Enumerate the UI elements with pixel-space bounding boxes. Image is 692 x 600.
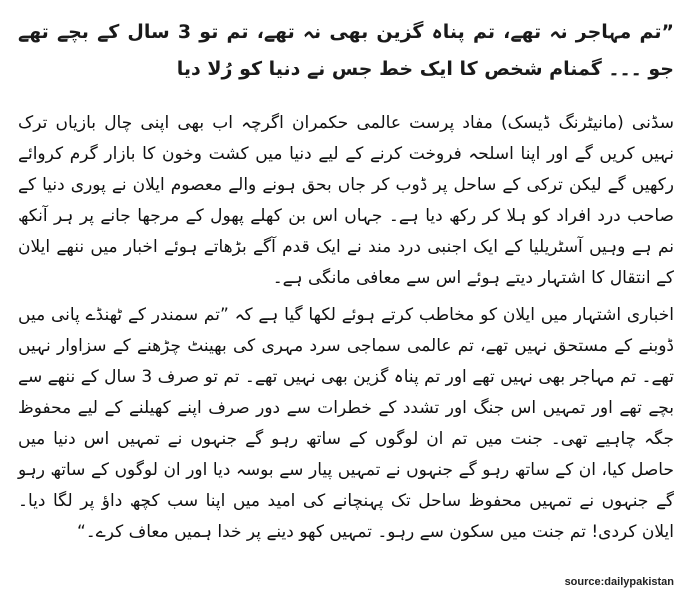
article-body xyxy=(18,108,674,548)
article xyxy=(18,14,674,554)
source-credit: source:dailypakistan xyxy=(564,576,674,588)
article-paragraph-1: سڈنی (مانیٹرنگ ڈیسک) مفاد پرست عالمی حکمران اگرچہ اب بھی اپنی چال بازیاں ترک نہیں کریں گے اور اپنا اسلحہ فروخت کرنے کے لیے دنیا میں کشت وخون کا بازار گرم کروائے رکھیں گے لیکن ترکی کے ساحل پر ڈوب کر جاں بحق ہونے والے معصوم ایلان نے پوری دنیا کے صاحب درد افراد کو ہلا کر رکھ دیا ہے۔ جہاں اس بن کھلے پھول کے مرجھا جانے پر ہر آنکھ نم ہے وہیں آسٹریلیا کے ایک اجنبی درد مند نے ایک قدم آگے بڑھاتے ہوئے اخبار میں ننھے ایلان کے انتقال کا اشتہار دیتے ہوئے اس سے معافی مانگی ہے۔ xyxy=(18,113,674,288)
article-paragraph-2: اخباری اشتہار میں ایلان کو مخاطب کرتے ہوئے لکھا گیا ہے کہ ”تم سمندر کے ٹھنڈے پانی میں ڈوبنے کے مستحق نہیں تھے، تم عالمی سماجی سرد مہری کی بھینٹ چڑھنے کے سزاوار نہیں تھے۔ تم مہاجر بھی نہیں تھے اور تم پناہ گزین بھی نہیں تھے۔ تم تو صرف 3 سال کے ننھے سے بچے تھے اور تمہیں اس جنگ اور تشدد کے خطرات سے دور صرف اپنے کھیلنے کے لیے محفوظ جگہ چاہیے تھی۔ جنت میں تم ان لوگوں کے ساتھ رہو گے جنہوں نے تمہیں اس دنیا میں حاصل کیا، ان کے ساتھ رہو گے جنہوں نے تمہیں پیار سے بوسہ دیا اور ان لوگوں کے ساتھ رہو گے جنہوں نے تمہیں محفوظ ساحل تک پہنچانے کی امید میں اپنا سب کچھ داؤ پر لگا دیا۔ ایلان کردی! تم جنت میں سکون سے رہو۔ تمہیں کھو دینے پر خدا ہمیں معاف کرے۔“ xyxy=(18,305,674,542)
article-headline: ”تم مہاجر نہ تھے، تم پناہ گزین بھی نہ تھے، تم تو 3 سال کے بچے تھے جو ۔۔۔ گمنام شخص کا ایک خط جس نے دنیا کو رُلا دیا xyxy=(18,21,674,80)
